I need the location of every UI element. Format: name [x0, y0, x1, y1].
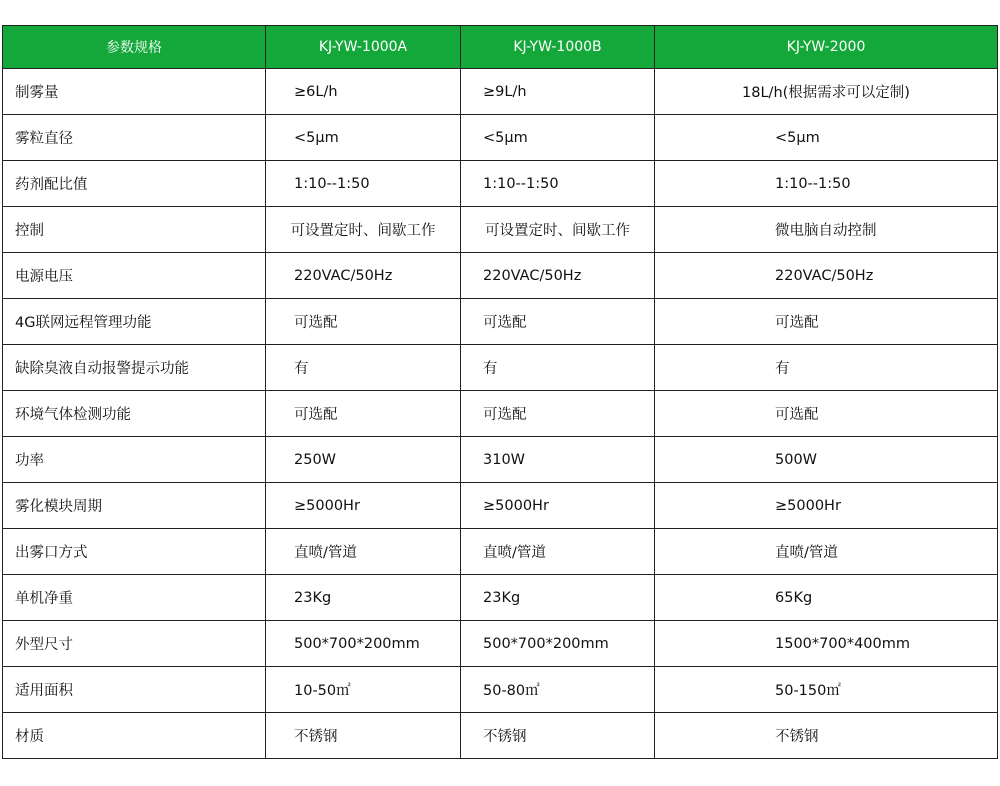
- row-label: 单机净重: [3, 575, 266, 621]
- cell-value: <5μm: [461, 115, 655, 161]
- cell-value: 可选配: [266, 391, 461, 437]
- cell-value: 18L/h(根据需求可以定制): [655, 69, 998, 115]
- spec-table: [2, 25, 998, 759]
- cell-value: 1:10--1:50: [266, 161, 461, 207]
- header-row: [3, 26, 998, 69]
- cell-value: 500*700*200mm: [461, 621, 655, 667]
- table-row: [3, 345, 998, 391]
- cell-value: 微电脑自动控制: [655, 207, 998, 253]
- cell-value: 250W: [266, 437, 461, 483]
- cell-value: 不锈钢: [655, 713, 998, 759]
- header-cell-model-2000: KJ-YW-2000: [655, 26, 998, 69]
- table-row: [3, 391, 998, 437]
- row-label: 雾粒直径: [3, 115, 266, 161]
- cell-value: 可选配: [655, 299, 998, 345]
- row-label: 外型尺寸: [3, 621, 266, 667]
- cell-value: 1:10--1:50: [461, 161, 655, 207]
- table-row: [3, 253, 998, 299]
- cell-value: 可设置定时、间歇工作: [461, 207, 655, 253]
- cell-value: 50-80㎡: [461, 667, 655, 713]
- table-row: [3, 529, 998, 575]
- table-row: [3, 483, 998, 529]
- cell-value: 有: [655, 345, 998, 391]
- cell-value: ≥5000Hr: [266, 483, 461, 529]
- cell-value: ≥5000Hr: [655, 483, 998, 529]
- cell-value: <5μm: [266, 115, 461, 161]
- cell-value: 可设置定时、间歇工作: [266, 207, 461, 253]
- row-label: 药剂配比值: [3, 161, 266, 207]
- cell-value: ≥5000Hr: [461, 483, 655, 529]
- cell-value: <5μm: [655, 115, 998, 161]
- row-label: 出雾口方式: [3, 529, 266, 575]
- cell-value: 直喷/管道: [461, 529, 655, 575]
- table-row: [3, 713, 998, 759]
- cell-value: 220VAC/50Hz: [266, 253, 461, 299]
- table-row: [3, 161, 998, 207]
- row-label: 材质: [3, 713, 266, 759]
- cell-value: 有: [266, 345, 461, 391]
- table-row: [3, 69, 998, 115]
- cell-value: ≥6L/h: [266, 69, 461, 115]
- row-label: 电源电压: [3, 253, 266, 299]
- cell-value: 可选配: [461, 391, 655, 437]
- cell-value: 不锈钢: [266, 713, 461, 759]
- cell-value: 直喷/管道: [655, 529, 998, 575]
- row-label: 制雾量: [3, 69, 266, 115]
- table-row: [3, 115, 998, 161]
- cell-value: 10-50㎡: [266, 667, 461, 713]
- cell-value: 可选配: [655, 391, 998, 437]
- cell-value: 500*700*200mm: [266, 621, 461, 667]
- cell-value: 220VAC/50Hz: [461, 253, 655, 299]
- header-cell-model-1000a: KJ-YW-1000A: [266, 26, 461, 69]
- cell-value: 可选配: [461, 299, 655, 345]
- cell-value: 23Kg: [266, 575, 461, 621]
- row-label: 缺除臭液自动报警提示功能: [3, 345, 266, 391]
- cell-value: 可选配: [266, 299, 461, 345]
- row-label: 雾化模块周期: [3, 483, 266, 529]
- cell-value: 220VAC/50Hz: [655, 253, 998, 299]
- row-label: 环境气体检测功能: [3, 391, 266, 437]
- cell-value: 1:10--1:50: [655, 161, 998, 207]
- cell-value: 不锈钢: [461, 713, 655, 759]
- table-row: [3, 621, 998, 667]
- cell-value: 310W: [461, 437, 655, 483]
- cell-value: 1500*700*400mm: [655, 621, 998, 667]
- spec-body: [3, 69, 998, 759]
- row-label: 功率: [3, 437, 266, 483]
- cell-value: 23Kg: [461, 575, 655, 621]
- table-row: [3, 667, 998, 713]
- table-row: [3, 437, 998, 483]
- header-cell-model-1000b: KJ-YW-1000B: [461, 26, 655, 69]
- cell-value: 直喷/管道: [266, 529, 461, 575]
- row-label: 适用面积: [3, 667, 266, 713]
- cell-value: 有: [461, 345, 655, 391]
- header-cell-param: 参数规格: [3, 26, 266, 69]
- table-row: [3, 575, 998, 621]
- cell-value: 500W: [655, 437, 998, 483]
- table-row: [3, 207, 998, 253]
- row-label: 4G联网远程管理功能: [3, 299, 266, 345]
- cell-value: ≥9L/h: [461, 69, 655, 115]
- table-row: [3, 299, 998, 345]
- cell-value: 65Kg: [655, 575, 998, 621]
- cell-value: 50-150㎡: [655, 667, 998, 713]
- row-label: 控制: [3, 207, 266, 253]
